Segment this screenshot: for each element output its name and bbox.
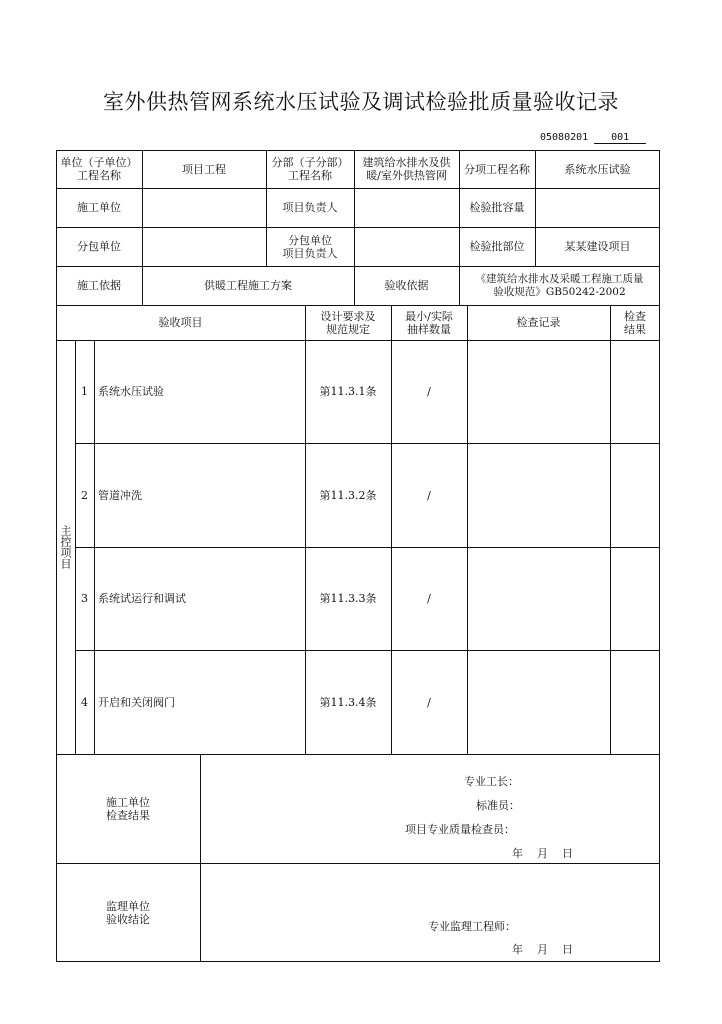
row-item-name: 管道冲洗: [98, 488, 142, 502]
construction-basis-label: 施工依据: [77, 279, 121, 292]
construction-check-label: 施工单位 检查结果: [106, 795, 150, 822]
acceptance-basis-label: 验收依据: [384, 279, 429, 292]
batch-location-value: 某某建设项目: [564, 240, 631, 253]
main-control-text: 主控项目: [59, 525, 72, 569]
sub-unit-name-value: 建筑给水排水及供 暖/室外供热管网: [362, 156, 451, 182]
row-number: 1: [81, 385, 88, 398]
project-manager-label: 项目负责人: [282, 201, 338, 214]
sub-project-manager-label: 分包单位 项目负责人: [282, 233, 338, 260]
batch-capacity-label: 检验批容量: [469, 201, 525, 214]
construction-check-date: 年 月 日: [512, 847, 573, 860]
row-item-name: 系统水压试验: [98, 385, 164, 398]
col-header-result: 检查 结果: [624, 309, 646, 336]
unit-name-label: 单位（子单位） 工程名称: [60, 156, 138, 182]
sub-item-name-label: 分项工程名称: [464, 162, 530, 176]
col-divider: [467, 305, 468, 754]
col-header-sample: 最小/实际 抽样数量: [405, 309, 453, 336]
col-header-items: 验收项目: [158, 316, 203, 329]
foreman-signature-label: 专业工长：: [464, 775, 519, 788]
subcontractor-label: 分包单位: [77, 240, 121, 253]
construction-basis-value: 供暖工程施工方案: [204, 279, 292, 292]
row-clause: 第11.3.3条: [319, 592, 377, 605]
row-sample: /: [427, 592, 431, 605]
col-divider: [610, 305, 611, 754]
row-sample: /: [427, 385, 431, 398]
supervision-conclusion-label: 监理单位 验收结论: [106, 899, 150, 926]
supervision-date: 年 月 日: [512, 943, 573, 956]
batch-location-label: 检验批部位: [469, 240, 525, 253]
col-header-design: 设计要求及 规范规定: [320, 309, 376, 336]
row-divider: [56, 188, 660, 189]
form-code-suffix: 001: [594, 132, 646, 144]
constructor-label: 施工单位: [77, 201, 121, 214]
row-item-name: 开启和关闭阀门: [98, 695, 175, 709]
acceptance-basis-value: 《建筑给水排水及采暖工程施工质量 验收规范》GB50242-2002: [475, 272, 644, 298]
form-code: [540, 132, 646, 144]
row-clause: 第11.3.2条: [319, 488, 377, 502]
row-number: 2: [81, 488, 88, 502]
form-code-prefix: 05080201: [540, 132, 589, 143]
row-sample: /: [427, 695, 431, 709]
row-sample: /: [427, 488, 431, 502]
main-control-label: [56, 340, 75, 754]
row-clause: 第11.3.1条: [319, 385, 377, 398]
row-number: 3: [81, 592, 88, 605]
row-clause: 第11.3.4条: [319, 695, 377, 709]
row-number: 4: [81, 695, 88, 709]
col-header-record: 检查记录: [516, 316, 561, 329]
unit-name-value: 项目工程: [182, 162, 226, 176]
quality-inspector-signature-label: 项目专业质量检查员：: [405, 823, 515, 836]
col-divider: [200, 754, 201, 962]
standards-staff-signature-label: 标准员：: [476, 799, 520, 812]
sub-item-name-value: 系统水压试验: [564, 162, 631, 176]
supervising-engineer-signature-label: 专业监理工程师：: [428, 920, 516, 933]
sub-unit-name-label: 分部（子分部） 工程名称: [271, 156, 349, 182]
row-item-name: 系统试运行和调试: [98, 592, 186, 605]
page-title: 室外供热管网系统水压试验及调试检验批质量验收记录: [103, 90, 619, 114]
